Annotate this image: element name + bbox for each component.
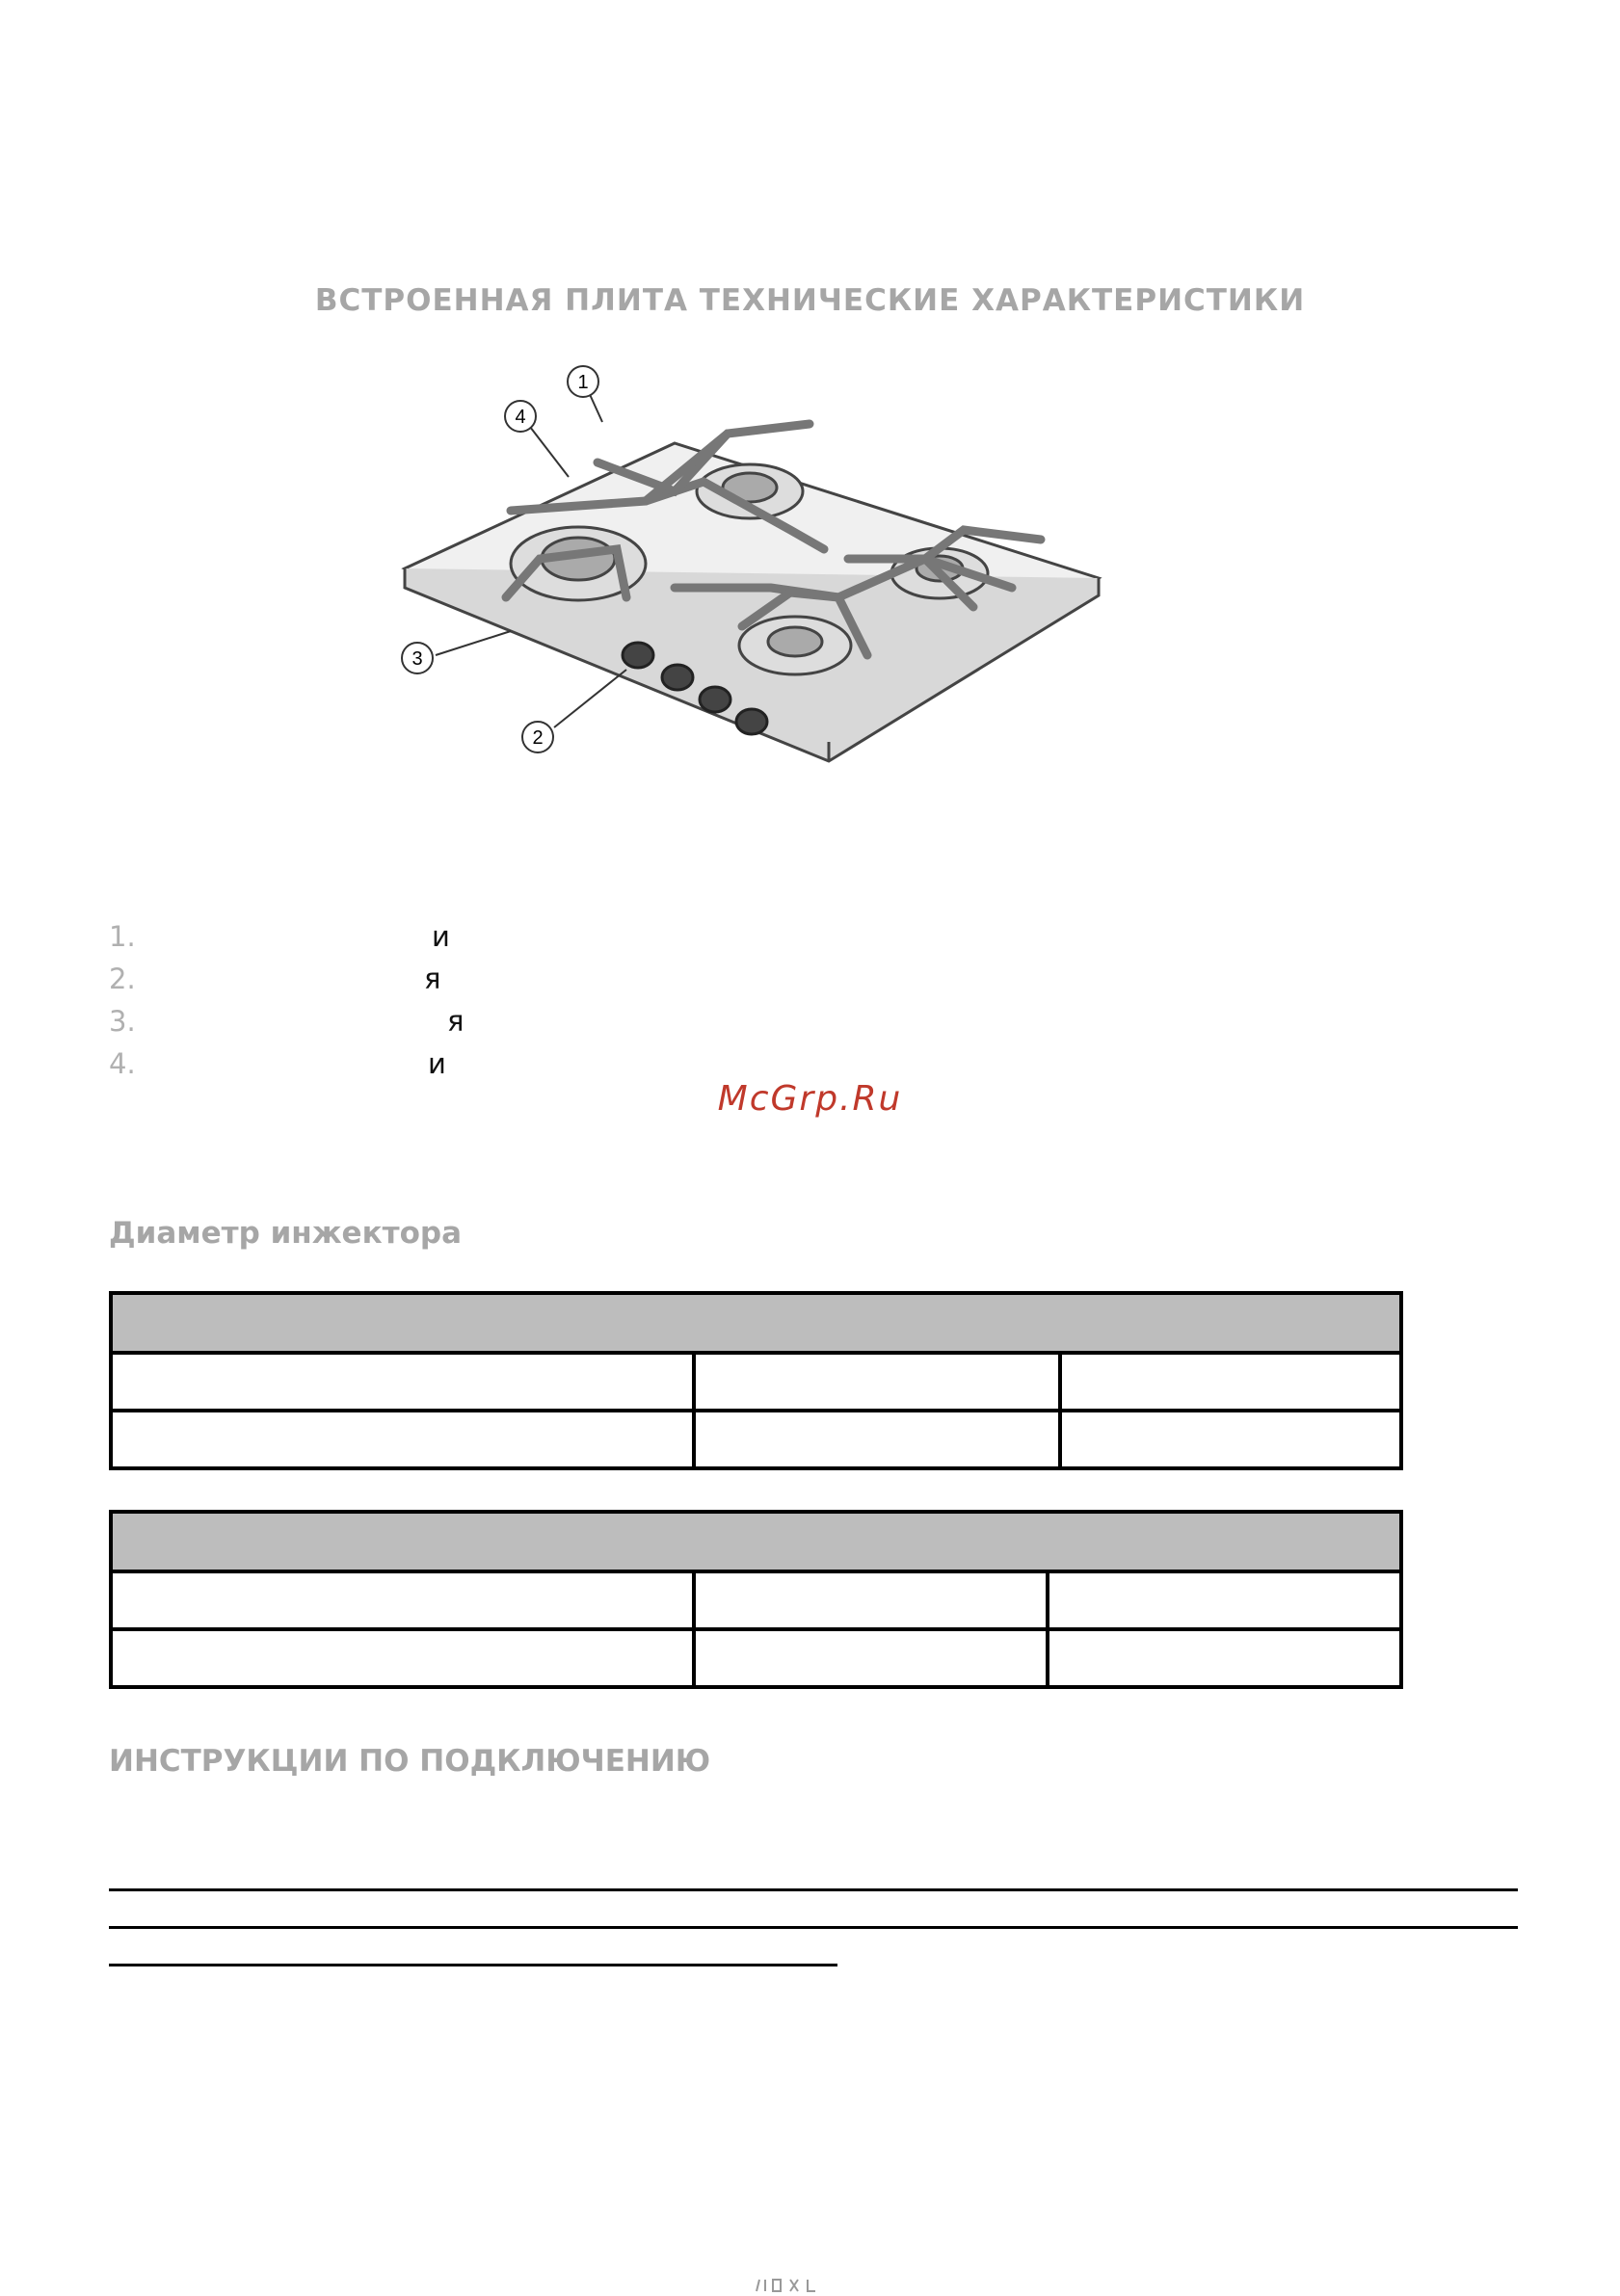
injector-heading: Диаметр инжектора [109, 1216, 462, 1251]
callout-2 [522, 722, 553, 752]
legend-item: 1. и [109, 920, 450, 953]
callout-1 [568, 366, 598, 397]
callout-4 [505, 401, 536, 432]
injector-table-2 [109, 1510, 1403, 1689]
table-header-row [111, 1512, 1401, 1571]
text-rule [109, 1926, 1518, 1929]
injector-table-1 [109, 1291, 1403, 1470]
table-row [111, 1629, 1401, 1687]
table-header-row [111, 1293, 1401, 1353]
legend-item: 4. и [109, 1047, 446, 1080]
table-row [111, 1353, 1401, 1411]
table-row [111, 1571, 1401, 1629]
watermark: McGrp.Ru [717, 1079, 903, 1119]
table-header [111, 1293, 1401, 1353]
parts-legend [109, 915, 591, 1085]
svg-text:2: 2 [532, 727, 544, 749]
callout-3 [402, 643, 433, 673]
footer-marks [752, 2276, 848, 2293]
cooktop-illustration [385, 356, 1118, 819]
legend-item: 2. я [109, 963, 441, 995]
text-rule [109, 1964, 837, 1966]
cooktop-drawing [405, 424, 1099, 761]
legend-item: 3. я [109, 1005, 465, 1038]
text-rule [109, 1888, 1518, 1891]
svg-text:3: 3 [412, 648, 423, 670]
svg-text:1: 1 [577, 372, 589, 393]
table-header [111, 1512, 1401, 1571]
table-row [111, 1411, 1401, 1468]
connection-heading: ИНСТРУКЦИИ ПО ПОДКЛЮЧЕНИЮ [109, 1744, 711, 1779]
svg-text:4: 4 [515, 407, 526, 428]
page-title: ВСТРОЕННАЯ ПЛИТА ТЕХНИЧЕСКИЕ ХАРАКТЕРИСТИКИ [314, 283, 1306, 318]
